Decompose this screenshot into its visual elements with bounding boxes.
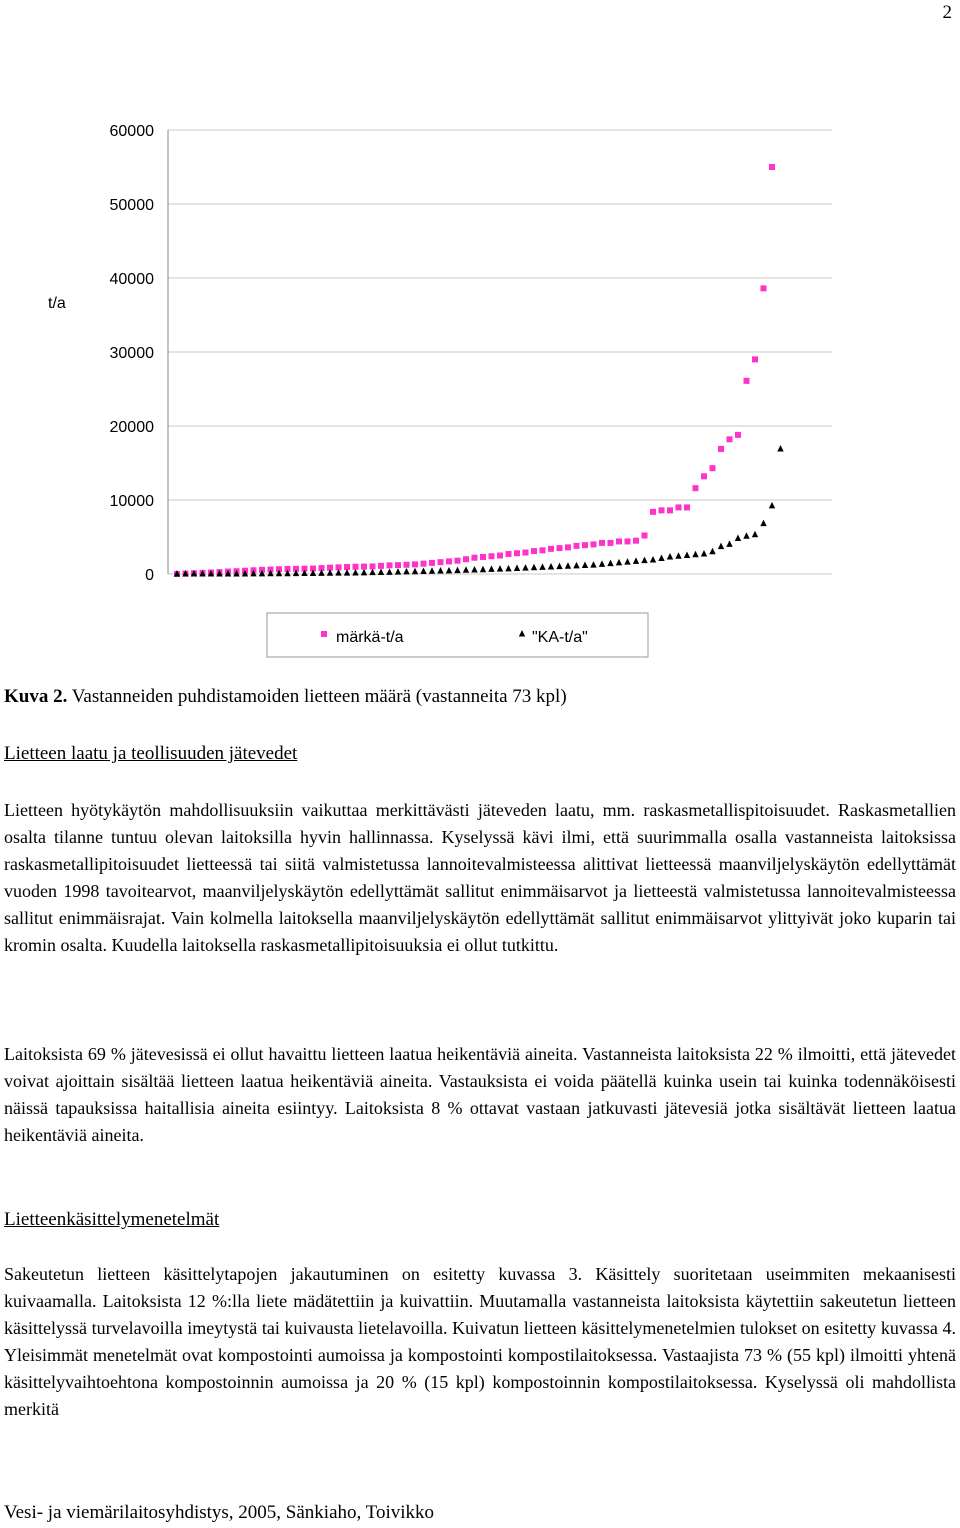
- data-point-triangle: [344, 569, 350, 576]
- data-point-triangle: [420, 567, 426, 574]
- data-point-triangle: [684, 552, 690, 559]
- data-point-square: [744, 378, 750, 384]
- data-point-square: [633, 538, 639, 544]
- y-tick-label: 20000: [109, 419, 154, 436]
- legend-label-dry: "KA-t/a": [532, 629, 588, 646]
- section-heading-sludge-quality: Lietteen laatu ja teollisuuden jätevedet: [4, 743, 298, 764]
- chart-legend: [267, 613, 648, 657]
- data-point-square: [506, 551, 512, 557]
- data-point-square: [489, 553, 495, 559]
- data-point-square: [387, 562, 393, 568]
- data-point-triangle: [692, 551, 698, 558]
- figure-caption: [4, 686, 567, 708]
- data-point-triangle: [624, 558, 630, 565]
- page-footer: Vesi- ja viemärilaitosyhdistys, 2005, Sänkiaho, Toivikko: [4, 1502, 435, 1523]
- data-point-triangle: [548, 563, 554, 570]
- data-point-square: [412, 561, 418, 567]
- data-point-square: [404, 562, 410, 568]
- section-heading-treatment-methods: Lietteenkäsittelymenetelmät: [4, 1209, 220, 1230]
- data-point-triangle: [573, 562, 579, 569]
- data-point-triangle: [488, 565, 494, 572]
- series-wet: [174, 164, 775, 577]
- data-point-triangle: [641, 557, 647, 564]
- data-point-triangle: [395, 568, 401, 575]
- data-point-triangle: [369, 569, 375, 576]
- data-point-triangle: [361, 569, 367, 576]
- data-point-triangle: [701, 550, 707, 557]
- data-point-square: [752, 356, 758, 362]
- data-point-triangle: [429, 567, 435, 574]
- y-tick-label: 50000: [109, 197, 154, 214]
- data-point-square: [676, 504, 682, 510]
- data-point-square: [395, 562, 401, 568]
- data-point-triangle: [539, 563, 545, 570]
- data-point-triangle: [735, 534, 741, 541]
- data-point-square: [625, 538, 631, 544]
- data-point-square: [659, 507, 665, 513]
- caption-text: Vastanneiden puhdistamoiden lietteen määrä (vastanneita 73 kpl): [67, 686, 567, 707]
- data-point-square: [548, 546, 554, 552]
- data-point-square: [684, 504, 690, 510]
- data-point-triangle: [514, 564, 520, 571]
- data-point-triangle: [582, 561, 588, 568]
- data-point-triangle: [769, 502, 775, 509]
- y-axis-label: t/a: [48, 295, 66, 312]
- data-point-triangle: [480, 566, 486, 573]
- data-point-triangle: [633, 557, 639, 564]
- data-point-triangle: [403, 568, 409, 575]
- data-point-triangle: [667, 553, 673, 560]
- data-point-triangle: [446, 567, 452, 574]
- data-point-square: [438, 559, 444, 565]
- data-point-square: [693, 485, 699, 491]
- data-point-square: [650, 509, 656, 515]
- data-point-square: [455, 558, 461, 564]
- data-point-triangle: [454, 567, 460, 574]
- data-point-triangle: [437, 567, 443, 574]
- paragraph-heavy-metals: Lietteen hyötykäytön mahdollisuuksiin vaikuttaa merkittävästi jäteveden laatu, mm. raskasmetallispitoisuudet. Raskasmetallien osalta tilanne tuntuu olevan laitoksilla hyvin hallinnassa. Kyselyssä kävi ilmi, että suurimmalla osalla vastanneista laitoksissa raskasmetallipitoisuudet lietteessä tai siitä valmistetussa lannoitevalmisteessa alittivat lietteessä maanviljelyskäytön edellyttämät vuoden 1998 tavoitearvot, maanviljelyskäytön edellyttämät sallitut enimmäisarvot ja lietteestä valmistetussa lannoitevalmisteessa sallitut enimmäisrajat. Vain kolmella laitoksella maanviljelyskäytön edellyttämät sallitut enimmäisarvot ylittyivät joko kuparin tai kromin osalta. Kuudella laitoksella raskasmetallipitoisuuksia ei ollut tutkittu.: [4, 800, 956, 955]
- paragraph-treatment: Sakeutetun lietteen käsittelytapojen jakautuminen on esitetty kuvassa 3. Käsittely suoritetaan useimmiten mekaanisesti kuivaamalla. Laitoksista 12 %:lla liete mädätettiin ja kuivattiin. Muutamalla vastanneista laitoksista käytettiin sakeutetun lietteen käsittelyssä turvelavoilla imeytystä tai kuivausta lietelavoilla. Kuivatun lietteen käsittelymenetelmien tulokset on esitetty kuvassa 4. Yleisimmät menetelmät ovat kompostointi aumoissa ja kompostointi kompostilaitoksessa. Vastaajista 73 % (55 kpl) ilmoitti yhtenä käsittelyvaihtoehtona kompostoinnin aumoissa ja 20 % (15 kpl) kompostoinnin kompostilaitoksessa. Kyselyssä oli mahdollista merkitä: [4, 1264, 956, 1419]
- data-point-triangle: [497, 565, 503, 572]
- data-point-square: [429, 560, 435, 566]
- data-point-square: [557, 545, 563, 551]
- data-point-square: [463, 556, 469, 562]
- data-point-square: [761, 285, 767, 291]
- data-point-triangle: [777, 445, 783, 452]
- data-point-triangle: [386, 568, 392, 575]
- data-point-square: [540, 547, 546, 553]
- data-point-square: [361, 564, 367, 570]
- page-number: 2: [942, 2, 952, 23]
- data-point-square: [421, 561, 427, 567]
- data-point-triangle: [352, 569, 358, 576]
- data-point-square: [370, 563, 376, 569]
- data-point-square: [608, 540, 614, 546]
- y-tick-label: 30000: [109, 345, 154, 362]
- data-point-square: [642, 533, 648, 539]
- data-point-triangle: [675, 552, 681, 559]
- data-point-triangle: [726, 540, 732, 547]
- y-axis-ticks: [110, 123, 155, 584]
- data-point-square: [523, 550, 529, 556]
- data-point-triangle: [616, 559, 622, 566]
- caption-label: Kuva 2.: [4, 686, 68, 707]
- data-point-triangle: [531, 564, 537, 571]
- y-tick-label: 60000: [109, 123, 154, 140]
- data-point-triangle: [590, 561, 596, 568]
- data-point-square: [531, 548, 537, 554]
- data-point-square: [616, 538, 622, 544]
- data-point-triangle: [743, 532, 749, 539]
- legend-label-wet: märkä-t/a: [336, 629, 404, 646]
- data-point-square: [565, 544, 571, 550]
- data-point-triangle: [658, 554, 664, 561]
- chart-gridlines: [168, 130, 832, 574]
- data-point-triangle: [650, 556, 656, 563]
- data-point-square: [718, 446, 724, 452]
- data-point-square: [480, 554, 486, 560]
- data-point-triangle: [752, 531, 758, 538]
- data-point-triangle: [760, 520, 766, 527]
- data-point-square: [599, 540, 605, 546]
- data-point-triangle: [565, 562, 571, 569]
- data-point-triangle: [556, 563, 562, 570]
- data-point-triangle: [599, 560, 605, 567]
- data-point-triangle: [463, 566, 469, 573]
- chart-marks: [174, 164, 784, 577]
- y-tick-label: 10000: [109, 493, 154, 510]
- data-point-square: [446, 558, 452, 564]
- data-point-triangle: [709, 548, 715, 555]
- data-point-triangle: [718, 543, 724, 550]
- data-point-triangle: [412, 568, 418, 575]
- data-point-square: [353, 564, 359, 570]
- data-point-square: [727, 436, 733, 442]
- data-point-triangle: [607, 560, 613, 567]
- data-point-square: [378, 563, 384, 569]
- data-point-square: [497, 553, 503, 559]
- data-point-square: [701, 473, 707, 479]
- data-point-square: [591, 541, 597, 547]
- data-point-square: [735, 432, 741, 438]
- data-point-triangle: [378, 569, 384, 576]
- data-point-square: [667, 507, 673, 513]
- sludge-amount-chart: [0, 110, 960, 670]
- data-point-square: [769, 164, 775, 170]
- data-point-square: [574, 543, 580, 549]
- series-dry: [174, 445, 784, 577]
- data-point-square: [582, 542, 588, 548]
- data-point-triangle: [505, 565, 511, 572]
- data-point-square: [514, 550, 520, 556]
- data-point-square: [472, 555, 478, 561]
- paragraph-harmful-substances: Laitoksista 69 % jätevesissä ei ollut havaittu lietteen laatua heikentäviä aineita. Vastanneista laitoksista 22 % ilmoitti, että jätevedet voivat ajoittain sisältää lietteen laatua heikentäviä aineita. Vastauksista ei voida päätellä kuinka usein tai kuinka todennäköisesti näissä tapauksissa haitallisia aineita esiintyy. Laitoksista 8 % ottavat vastaan jatkuvasti jätevesiä jotka sisältävät lietteen laatua heikentäviä aineita.: [4, 1044, 956, 1145]
- legend-marker-square: [321, 631, 327, 637]
- y-tick-label: 0: [145, 567, 154, 584]
- data-point-triangle: [471, 566, 477, 573]
- y-tick-label: 40000: [109, 271, 154, 288]
- data-point-triangle: [522, 564, 528, 571]
- data-point-square: [710, 465, 716, 471]
